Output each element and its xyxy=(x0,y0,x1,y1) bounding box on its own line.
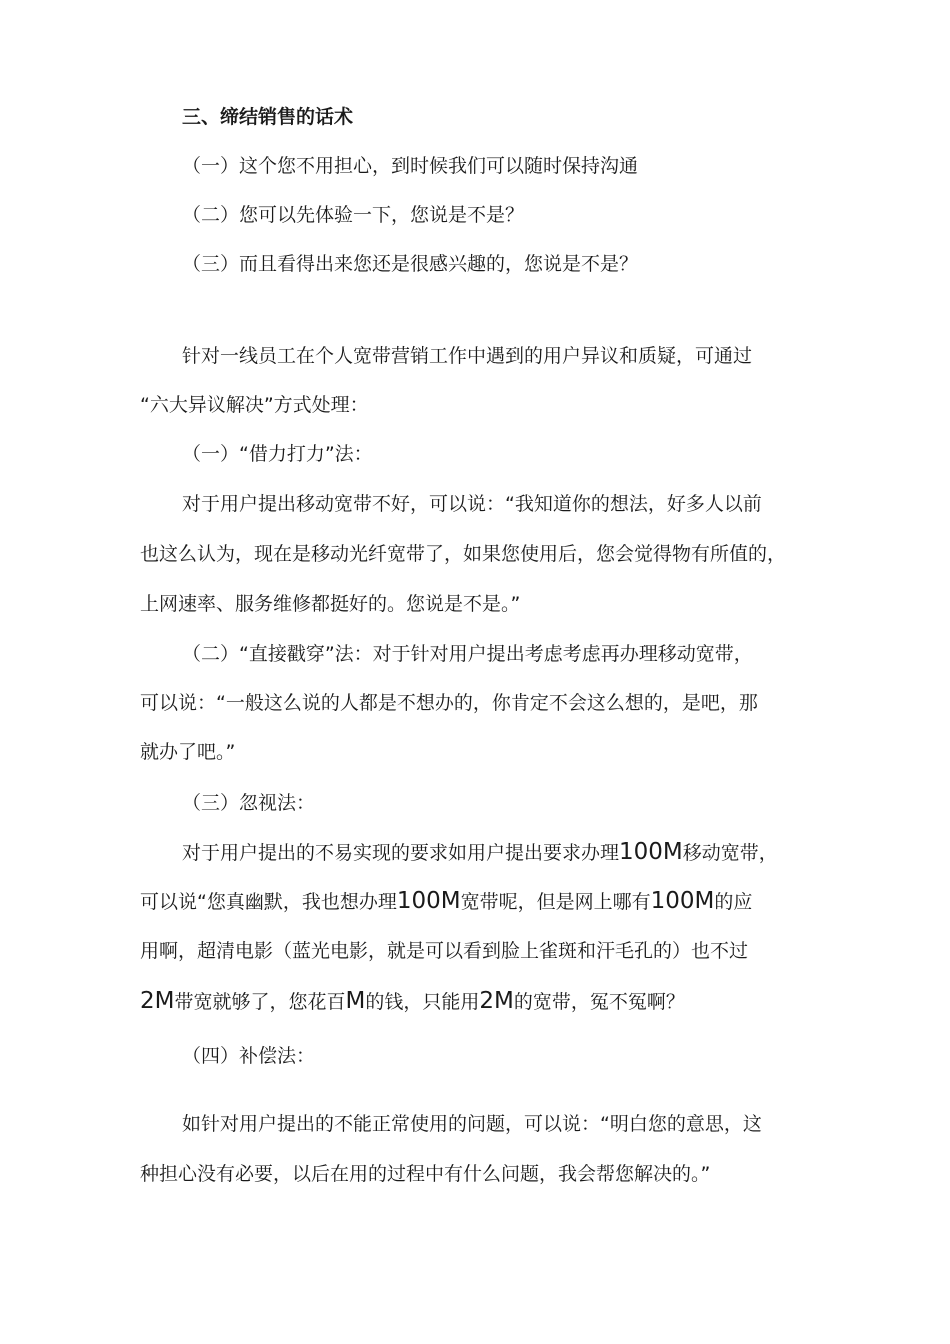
bandwidth-value: 100M xyxy=(619,839,683,865)
section-heading: 三、缔结销售的话术 xyxy=(182,106,354,128)
intro-line-2: “六大异议解决”方式处理： xyxy=(140,394,369,416)
method-4-line-1: 如针对用户提出的不能正常使用的问题，可以说：“明白您的意思，这 xyxy=(182,1113,762,1135)
method-3-text: 的应 xyxy=(714,891,753,913)
method-3-line-3: 用啊，超清电影（蓝光电影，就是可以看到脸上雀斑和汗毛孔的）也不过 xyxy=(140,940,749,962)
bandwidth-value: 100M xyxy=(396,888,461,914)
method-3-text: 移动宽带， xyxy=(682,842,778,864)
bandwidth-value: 2M xyxy=(479,988,514,1014)
method-3-text: 带宽就够了，您花百 xyxy=(174,991,346,1013)
method-3-title: （三）忽视法： xyxy=(182,792,316,814)
method-1-line-2: 也这么认为，现在是移动光纤宽带了，如果您使用后，您会觉得物有所值的， xyxy=(140,543,787,565)
method-4-title: （四）补偿法： xyxy=(182,1045,316,1067)
bandwidth-value: M xyxy=(345,988,366,1014)
closing-phrase-3: （三）而且看得出来您还是很感兴趣的，您说是不是？ xyxy=(182,253,639,275)
method-3-line-2 xyxy=(140,888,752,915)
method-3-text: 对于用户提出的不易实现的要求如用户提出要求办理 xyxy=(182,842,620,864)
method-2-line-3: 就办了吧。” xyxy=(140,741,236,763)
closing-phrase-2: （二）您可以先体验一下，您说是不是？ xyxy=(182,204,525,226)
method-3-text: 的钱，只能用 xyxy=(365,991,480,1013)
method-3-text: 可以说“您真幽默，我也想办理 xyxy=(140,891,397,913)
method-4-line-2: 种担心没有必要，以后在用的过程中有什么问题，我会帮您解决的。” xyxy=(140,1163,711,1185)
method-3-line-1 xyxy=(182,839,778,866)
method-3-text: 的宽带，冤不冤啊？ xyxy=(513,991,685,1013)
closing-phrase-1: （一）这个您不用担心，到时候我们可以随时保持沟通 xyxy=(182,155,639,177)
method-1-line-1: 对于用户提出移动宽带不好，可以说：“我知道你的想法，好多人以前 xyxy=(182,493,762,515)
method-3-line-4 xyxy=(140,988,685,1015)
intro-line-1: 针对一线员工在个人宽带营销工作中遇到的用户异议和质疑，可通过 xyxy=(182,345,753,367)
method-1-title: （一）“借力打力”法： xyxy=(182,443,373,465)
method-2-line-2: 可以说：“一般这么说的人都是不想办的，你肯定不会这么想的，是吧，那 xyxy=(140,692,758,714)
method-1-line-3: 上网速率、服务维修都挺好的。您说是不是。” xyxy=(140,593,521,615)
bandwidth-value: 100M xyxy=(650,888,715,914)
bandwidth-value: 2M xyxy=(140,988,175,1014)
method-3-text: 宽带呢，但是网上哪有 xyxy=(460,891,651,913)
method-2-line-1: （二）“直接戳穿”法：对于针对用户提出考虑考虑再办理移动宽带， xyxy=(182,643,753,665)
